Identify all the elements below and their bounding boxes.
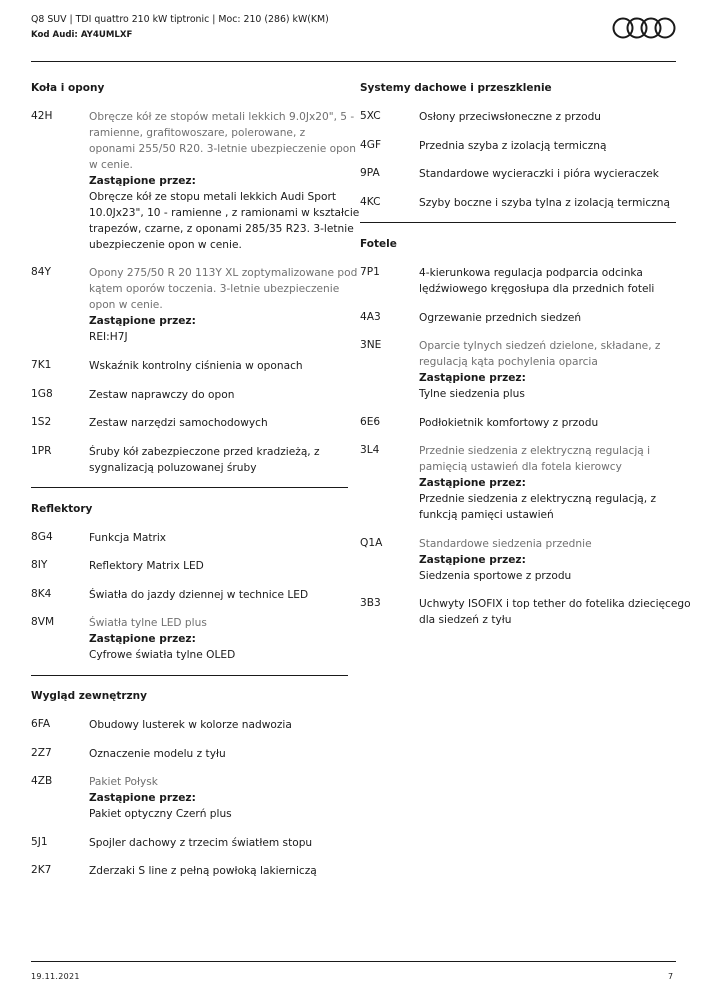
item-description: Standardowe wycieraczki i pióra wycieraczek: [419, 168, 659, 180]
replaced-label: Zastąpione przez:: [89, 792, 196, 804]
item-description: Podłokietnik komfortowy z przodu: [419, 417, 599, 429]
item-description: Funkcja Matrix: [89, 532, 167, 544]
section-title-headlights: Reflektory: [31, 503, 93, 515]
item-code: 9PA: [360, 167, 380, 179]
item-description: Zestaw naprawczy do opon: [89, 389, 235, 401]
item-code: 8VM: [31, 616, 55, 628]
item-description: 4-kierunkowa regulacja podparcia odcinka lędźwiowego kręgosłupa dla przednich foteli: [419, 267, 655, 295]
item-description: Szyby boczne i szyba tylna z izolacją termiczną: [419, 197, 670, 209]
replaced-label: Zastąpione przez:: [419, 477, 526, 489]
item-description: Obudowy lusterek w kolorze nadwozia: [89, 719, 292, 731]
item-description: Światła do jazdy dziennej w technice LED: [89, 589, 309, 601]
item-code: 1S2: [31, 416, 52, 428]
item-code: 4A3: [360, 311, 381, 323]
item-code: 1G8: [31, 388, 53, 400]
item-code: 4GF: [360, 139, 382, 151]
section-divider: [31, 675, 348, 676]
section-title-seats: Fotele: [360, 238, 397, 250]
item-description: Światła tylne LED plus Zastąpione przez: Cyfrowe światła tylne OLED: [89, 617, 236, 661]
replaced-label: Zastąpione przez:: [89, 175, 196, 187]
item-description: Reflektory Matrix LED: [89, 560, 204, 572]
item-description: Osłony przeciwsłoneczne z przodu: [419, 111, 602, 123]
item-code: 2Z7: [31, 747, 52, 759]
replaced-label: Zastąpione przez:: [89, 315, 196, 327]
item-code: Q1A: [360, 537, 383, 549]
model-title: Q8 SUV | TDI quattro 210 kW tiptronic | Moc: 210 (286) kW(KM): [31, 14, 329, 25]
item-code: 3B3: [360, 597, 381, 609]
item-description: Przednia szyba z izolacją termiczną: [419, 140, 607, 152]
item-description: Zestaw narzędzi samochodowych: [89, 417, 268, 429]
item-description: Spojler dachowy z trzecim światłem stopu: [89, 837, 313, 849]
section-title-wheels: Koła i opony: [31, 82, 105, 94]
item-code: 6E6: [360, 416, 381, 428]
item-code: 5XC: [360, 110, 381, 122]
item-description: Pakiet Połysk Zastąpione przez: Pakiet optyczny Czerń plus: [89, 776, 232, 820]
item-code: 8G4: [31, 531, 53, 543]
replaced-label: Zastąpione przez:: [419, 372, 526, 384]
item-code: 4ZB: [31, 775, 53, 787]
item-code: 7K1: [31, 359, 52, 371]
item-description: Oparcie tylnych siedzeń dzielone, składane, z regulacją kąta pochylenia oparcia Zastąpione przez: Tylne siedzenia plus: [419, 340, 661, 400]
audi-code: Kod Audi: AY4UMLXF: [31, 30, 133, 40]
item-description: Opony 275/50 R 20 113Y XL zoptymalizowane pod kątem oporów toczenia. 3-letnie ubezpieczenie opon w cenie. Zastąpione przez: REI:H7J: [89, 267, 358, 343]
item-description: Ogrzewanie przednich siedzeń: [419, 312, 582, 324]
item-code: 1PR: [31, 445, 52, 457]
section-divider: [31, 487, 348, 488]
item-code: 4KC: [360, 196, 381, 208]
item-code: 84Y: [31, 266, 51, 278]
header-divider: [31, 61, 676, 62]
item-description: Wskaźnik kontrolny ciśnienia w oponach: [89, 360, 303, 372]
item-description: Zderzaki S line z pełną powłoką lakierniczą: [89, 865, 317, 877]
section-divider: [360, 222, 676, 223]
replaced-label: Zastąpione przez:: [89, 633, 196, 645]
item-description: Oznaczenie modelu z tyłu: [89, 748, 226, 760]
item-code: 7P1: [360, 266, 380, 278]
item-code: 8K4: [31, 588, 52, 600]
footer-date: 19.11.2021: [31, 972, 80, 981]
item-code: 2K7: [31, 864, 52, 876]
item-description: Śruby kół zabezpieczone przed kradzieżą, z sygnalizacją poluzowanej śruby: [89, 446, 320, 474]
footer-divider: [31, 961, 676, 962]
item-description: Standardowe siedzenia przednie Zastąpione przez: Siedzenia sportowe z przodu: [419, 538, 592, 582]
audi-rings-logo: [612, 17, 676, 39]
page-number: 7: [668, 972, 674, 981]
item-description: Uchwyty ISOFIX i top tether do fotelika dziecięcego dla siedzeń z tyłu: [419, 598, 691, 626]
item-code: 6FA: [31, 718, 51, 730]
item-description: Przednie siedzenia z elektryczną regulacją i pamięcią ustawień dla fotela kierowcy Zastąpione przez: Przednie siedzenia z elektryczną regulacją, z funkcją pamięci ustawień: [419, 445, 657, 521]
item-code: 3NE: [360, 339, 382, 351]
item-code: 5J1: [31, 836, 48, 848]
item-code: 42H: [31, 110, 53, 122]
item-code: 8IY: [31, 559, 48, 571]
section-title-roof-glazing: Systemy dachowe i przeszklenie: [360, 82, 552, 94]
replaced-label: Zastąpione przez:: [419, 554, 526, 566]
item-description: Obręcze kół ze stopów metali lekkich 9.0Jx20", 5 - ramienne, grafitowoszare, polerowane, z oponami 255/50 R20. 3-letnie ubezpieczenie opon w cenie. Zastąpione przez: Obręcze kół ze stopu metali lekkich Audi Sport 10.0Jx23", 10 - ramienne , z ramionami w kształcie trapezów, czarne, z oponami 285/35 R23. 3-letnie ubezpieczenie opon w cenie.: [89, 111, 360, 251]
item-code: 3L4: [360, 444, 380, 456]
section-title-exterior: Wygląd zewnętrzny: [31, 690, 147, 702]
